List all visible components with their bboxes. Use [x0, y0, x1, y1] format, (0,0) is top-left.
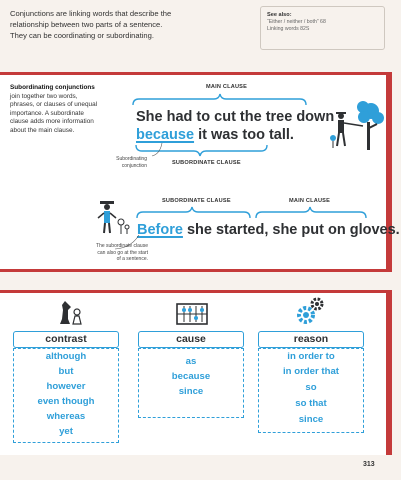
gears-icon — [295, 296, 325, 326]
note-line: Subordinating — [116, 156, 147, 162]
page-number: 313 — [363, 461, 375, 468]
definition-line: phrases, or clauses of unequal — [10, 101, 98, 109]
list-item: so that — [295, 398, 327, 409]
intro-line: relationship between two parts of a sentence. — [10, 20, 163, 29]
definition-line: join together two words, — [10, 92, 78, 100]
list-item: as — [185, 356, 197, 367]
see-also-box — [260, 6, 385, 50]
gardener-illustration — [95, 200, 131, 236]
note-line: can also go at the start — [97, 249, 148, 256]
list-item: since — [298, 414, 324, 425]
pointer-line — [150, 140, 170, 158]
definition-line: about the main clause. — [10, 126, 75, 134]
main-clause-bracket — [130, 92, 310, 106]
see-also-title: See also: — [267, 12, 292, 18]
note-line: conjunction — [121, 162, 147, 169]
list-item: yet — [59, 426, 73, 437]
column-header-reason: reason — [258, 331, 364, 348]
abacus-icon — [175, 302, 209, 326]
main-clause-label: MAIN CLAUSE — [206, 84, 248, 90]
intro-line: Conjunctions are linking words that describe the — [10, 9, 172, 18]
main-clause-label-2: MAIN CLAUSE — [289, 198, 331, 204]
list-item: but — [58, 366, 74, 377]
sentence-rest: she started, she put on gloves. — [182, 222, 400, 238]
list-item: so — [305, 382, 317, 393]
chess-pieces-icon — [55, 298, 85, 326]
intro-text — [10, 8, 200, 41]
definition-line: clause adds more information — [10, 118, 94, 126]
note-line: The subordinate clause — [96, 243, 148, 249]
list-item: in order that — [283, 366, 339, 377]
subordinate-clause-label-2: SUBORDINATE CLAUSE — [162, 198, 231, 204]
list-item: because — [171, 371, 211, 382]
subordinating-definition — [10, 84, 120, 136]
see-also-link[interactable]: Linking words 82S — [267, 26, 310, 32]
clause-brackets — [134, 205, 369, 219]
definition-line: importance. A subordinate — [10, 109, 84, 117]
intro-line: They can be coordinating or subordinating. — [10, 31, 154, 40]
note-line: of a sentence. — [116, 256, 148, 262]
list-item: however — [46, 381, 86, 392]
conjunction-note — [100, 156, 147, 169]
list-item: whereas — [46, 411, 86, 422]
page-edge-tab — [386, 290, 392, 455]
subordinate-clause-label: SUBORDINATE CLAUSE — [172, 160, 241, 166]
definition-term: Subordinating conjunctions — [10, 84, 95, 91]
column-header-cause: cause — [138, 331, 244, 348]
list-item: since — [178, 386, 204, 397]
conjunction-before: Before — [137, 222, 183, 238]
example-sentence-line1: She had to cut the tree down — [136, 109, 335, 125]
conjunction-because: because — [136, 127, 195, 143]
list-item: although — [45, 351, 87, 362]
list-item: even though — [37, 396, 95, 407]
list-item: in order to — [287, 351, 335, 362]
page-edge-tab — [386, 72, 392, 272]
man-cutting-tree-illustration — [327, 98, 385, 158]
sentence-rest: it was too tall. — [194, 127, 294, 143]
column-header-contrast: contrast — [13, 331, 119, 348]
example-sentence-2 — [137, 222, 400, 238]
see-also-link[interactable]: “Either / neither / both” 68 — [267, 19, 326, 25]
start-position-note — [58, 243, 148, 263]
